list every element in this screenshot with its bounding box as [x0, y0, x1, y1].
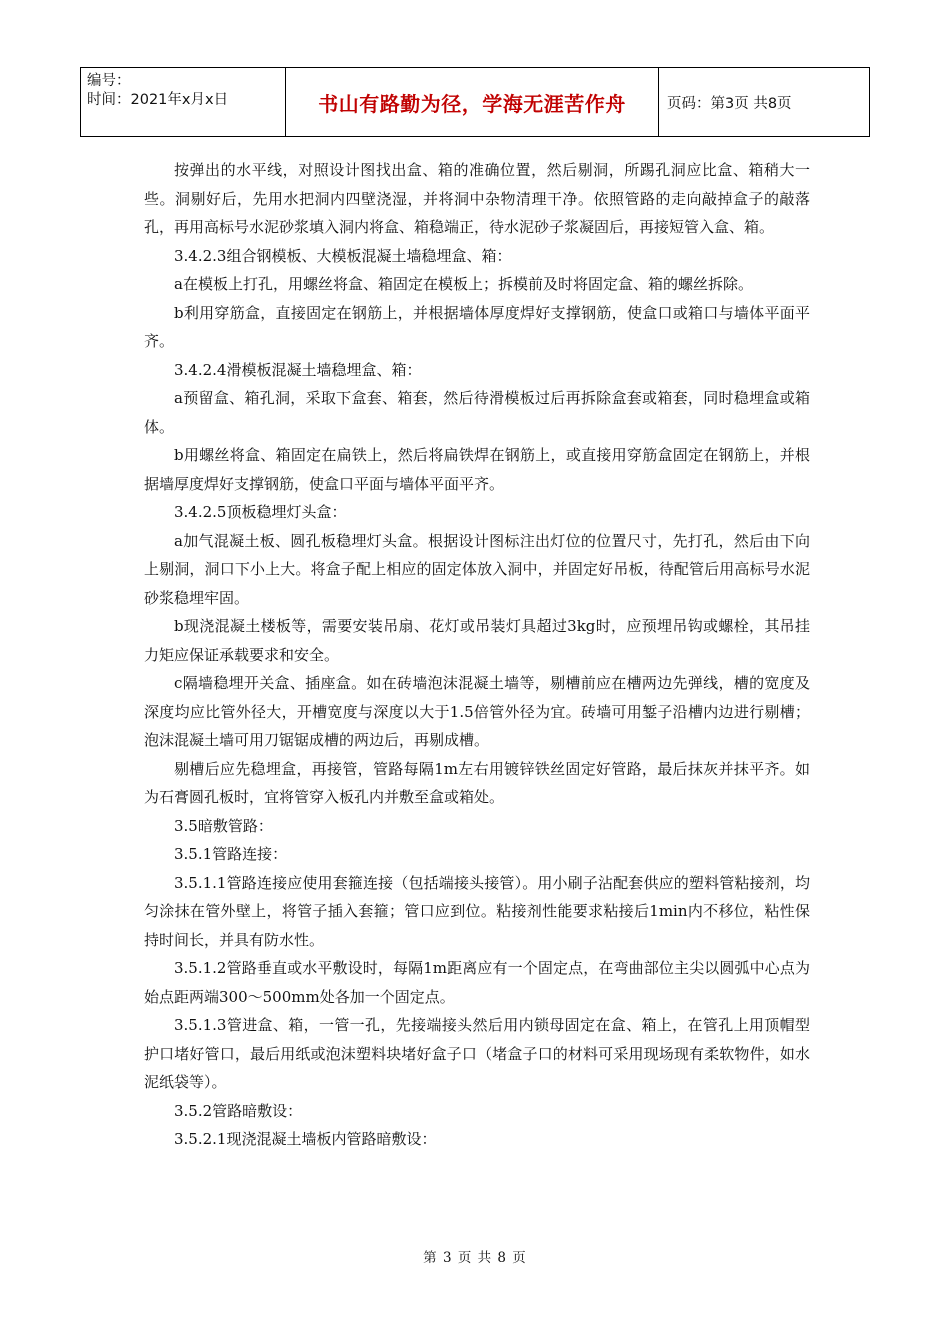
section-heading: 3.5.2.1现浇混凝土墙板内管路暗敷设： — [174, 1130, 437, 1148]
section-heading: 3.4.2.4滑模板混凝土墙稳埋盒、箱： — [174, 360, 422, 379]
header-page-number: 页码：第3页 共8页 — [667, 95, 792, 112]
header-motto: 书山有路勤为径，学海无涯苦作舟 — [286, 68, 659, 136]
document-number-label: 编号： — [87, 73, 131, 89]
paragraph: a加气混凝土板、圆孔板稳埋灯头盒。根据设计图标注出灯位的位置尺寸，先打孔，然后由下向上剔洞，洞口下小上大。将盒子配上相应的固定体放入洞中，并固定好吊板，待配管后用高标号水泥砂浆稳埋牢固。 — [144, 531, 810, 607]
section-heading: 3.5.1管路连接： — [174, 845, 288, 863]
paragraph: 剔槽后应先稳埋盒，再接管，管路每隔1m左右用镀锌铁丝固定好管路，最后抹灰并抹平齐。如为石膏圆孔板时，宜将管穿入板孔内并敷至盒或箱处。 — [144, 759, 810, 806]
paragraph: b现浇混凝土楼板等，需要安装吊扇、花灯或吊装灯具超过3kg时，应预埋吊钩或螺栓，其吊挂力矩应保证承载要求和安全。 — [144, 617, 810, 664]
section-heading: 3.5暗敷管路： — [174, 816, 273, 835]
paragraph: 3.5.1.2管路垂直或水平敷设时，每隔1m距离应有一个固定点，在弯曲部位主尖以圆弧中心点为始点距两端300～500mm处各加一个固定点。 — [144, 959, 810, 1006]
paragraph: b利用穿筋盒，直接固定在钢筋上，并根据墙体厚度焊好支撑钢筋，使盒口或箱口与墙体平面平齐。 — [144, 303, 810, 350]
paragraph: c隔墙稳埋开关盒、插座盒。如在砖墙泡沫混凝土墙等，剔槽前应在槽两边先弹线，槽的宽度及深度均应比管外径大，开槽宽度与深度以大于1.5倍管外径为宜。砖墙可用錾子沿槽内边进行剔槽；泡沫混凝土墙可用刀锯锯成槽的两边后，再剔成槽。 — [144, 674, 810, 749]
paragraph: 按弹出的水平线，对照设计图找出盒、箱的准确位置，然后剔洞，所踢孔洞应比盒、箱稍大一些。洞剔好后，先用水把洞内四壁浇湿，并将洞中杂物清理干净。依照管路的走向敲掉盒子的敲落孔，再用高标号水泥砂浆填入洞内将盒、箱稳端正，待水泥砂子浆凝固后，再接短管入盒、箱。 — [144, 161, 810, 236]
page-header — [80, 67, 870, 137]
paragraph: 3.5.1.3管进盒、箱，一管一孔，先接端接头然后用内锁母固定在盒、箱上，在管孔上用顶帽型护口堵好管口，最后用纸或泡沫塑料块堵好盒子口（堵盒子口的材料可采用现场现有柔软物件，如水泥纸袋等）。 — [144, 1016, 810, 1091]
paragraph: a预留盒、箱孔洞，采取下盒套、箱套，然后待滑模板过后再拆除盒套或箱套，同时稳埋盒或箱体。 — [144, 389, 810, 436]
header-info-cell — [81, 68, 286, 136]
section-heading: 3.4.2.5顶板稳埋灯头盒： — [174, 503, 347, 521]
section-heading: 3.4.2.3组合钢模板、大模板混凝土墙稳埋盒、箱： — [174, 246, 512, 265]
paragraph: a在模板上打孔，用螺丝将盒、箱固定在模板上；拆模前及时将固定盒、箱的螺丝拆除。 — [174, 275, 753, 293]
paragraph: 3.5.1.1管路连接应使用套箍连接（包括端接头接管）。用小刷子沾配套供应的塑料管粘接剂，均匀涂抹在管外壁上，将管子插入套箍；管口应到位。粘接剂性能要求粘接后1min内不移位，粘性保持时间长，并具有防水性。 — [144, 873, 810, 949]
page-footer: 第 3 页 共 8 页 — [423, 1250, 527, 1266]
paragraph: b用螺丝将盒、箱固定在扁铁上，然后将扁铁焊在钢筋上，或直接用穿筋盒固定在钢筋上，并根据墙厚度焊好支撑钢筋，使盒口平面与墙体平面平齐。 — [144, 446, 810, 493]
section-heading: 3.5.2管路暗敷设： — [174, 1101, 303, 1120]
document-date: 时间：2021年x月x日 — [87, 92, 229, 108]
document-body — [144, 156, 810, 1154]
